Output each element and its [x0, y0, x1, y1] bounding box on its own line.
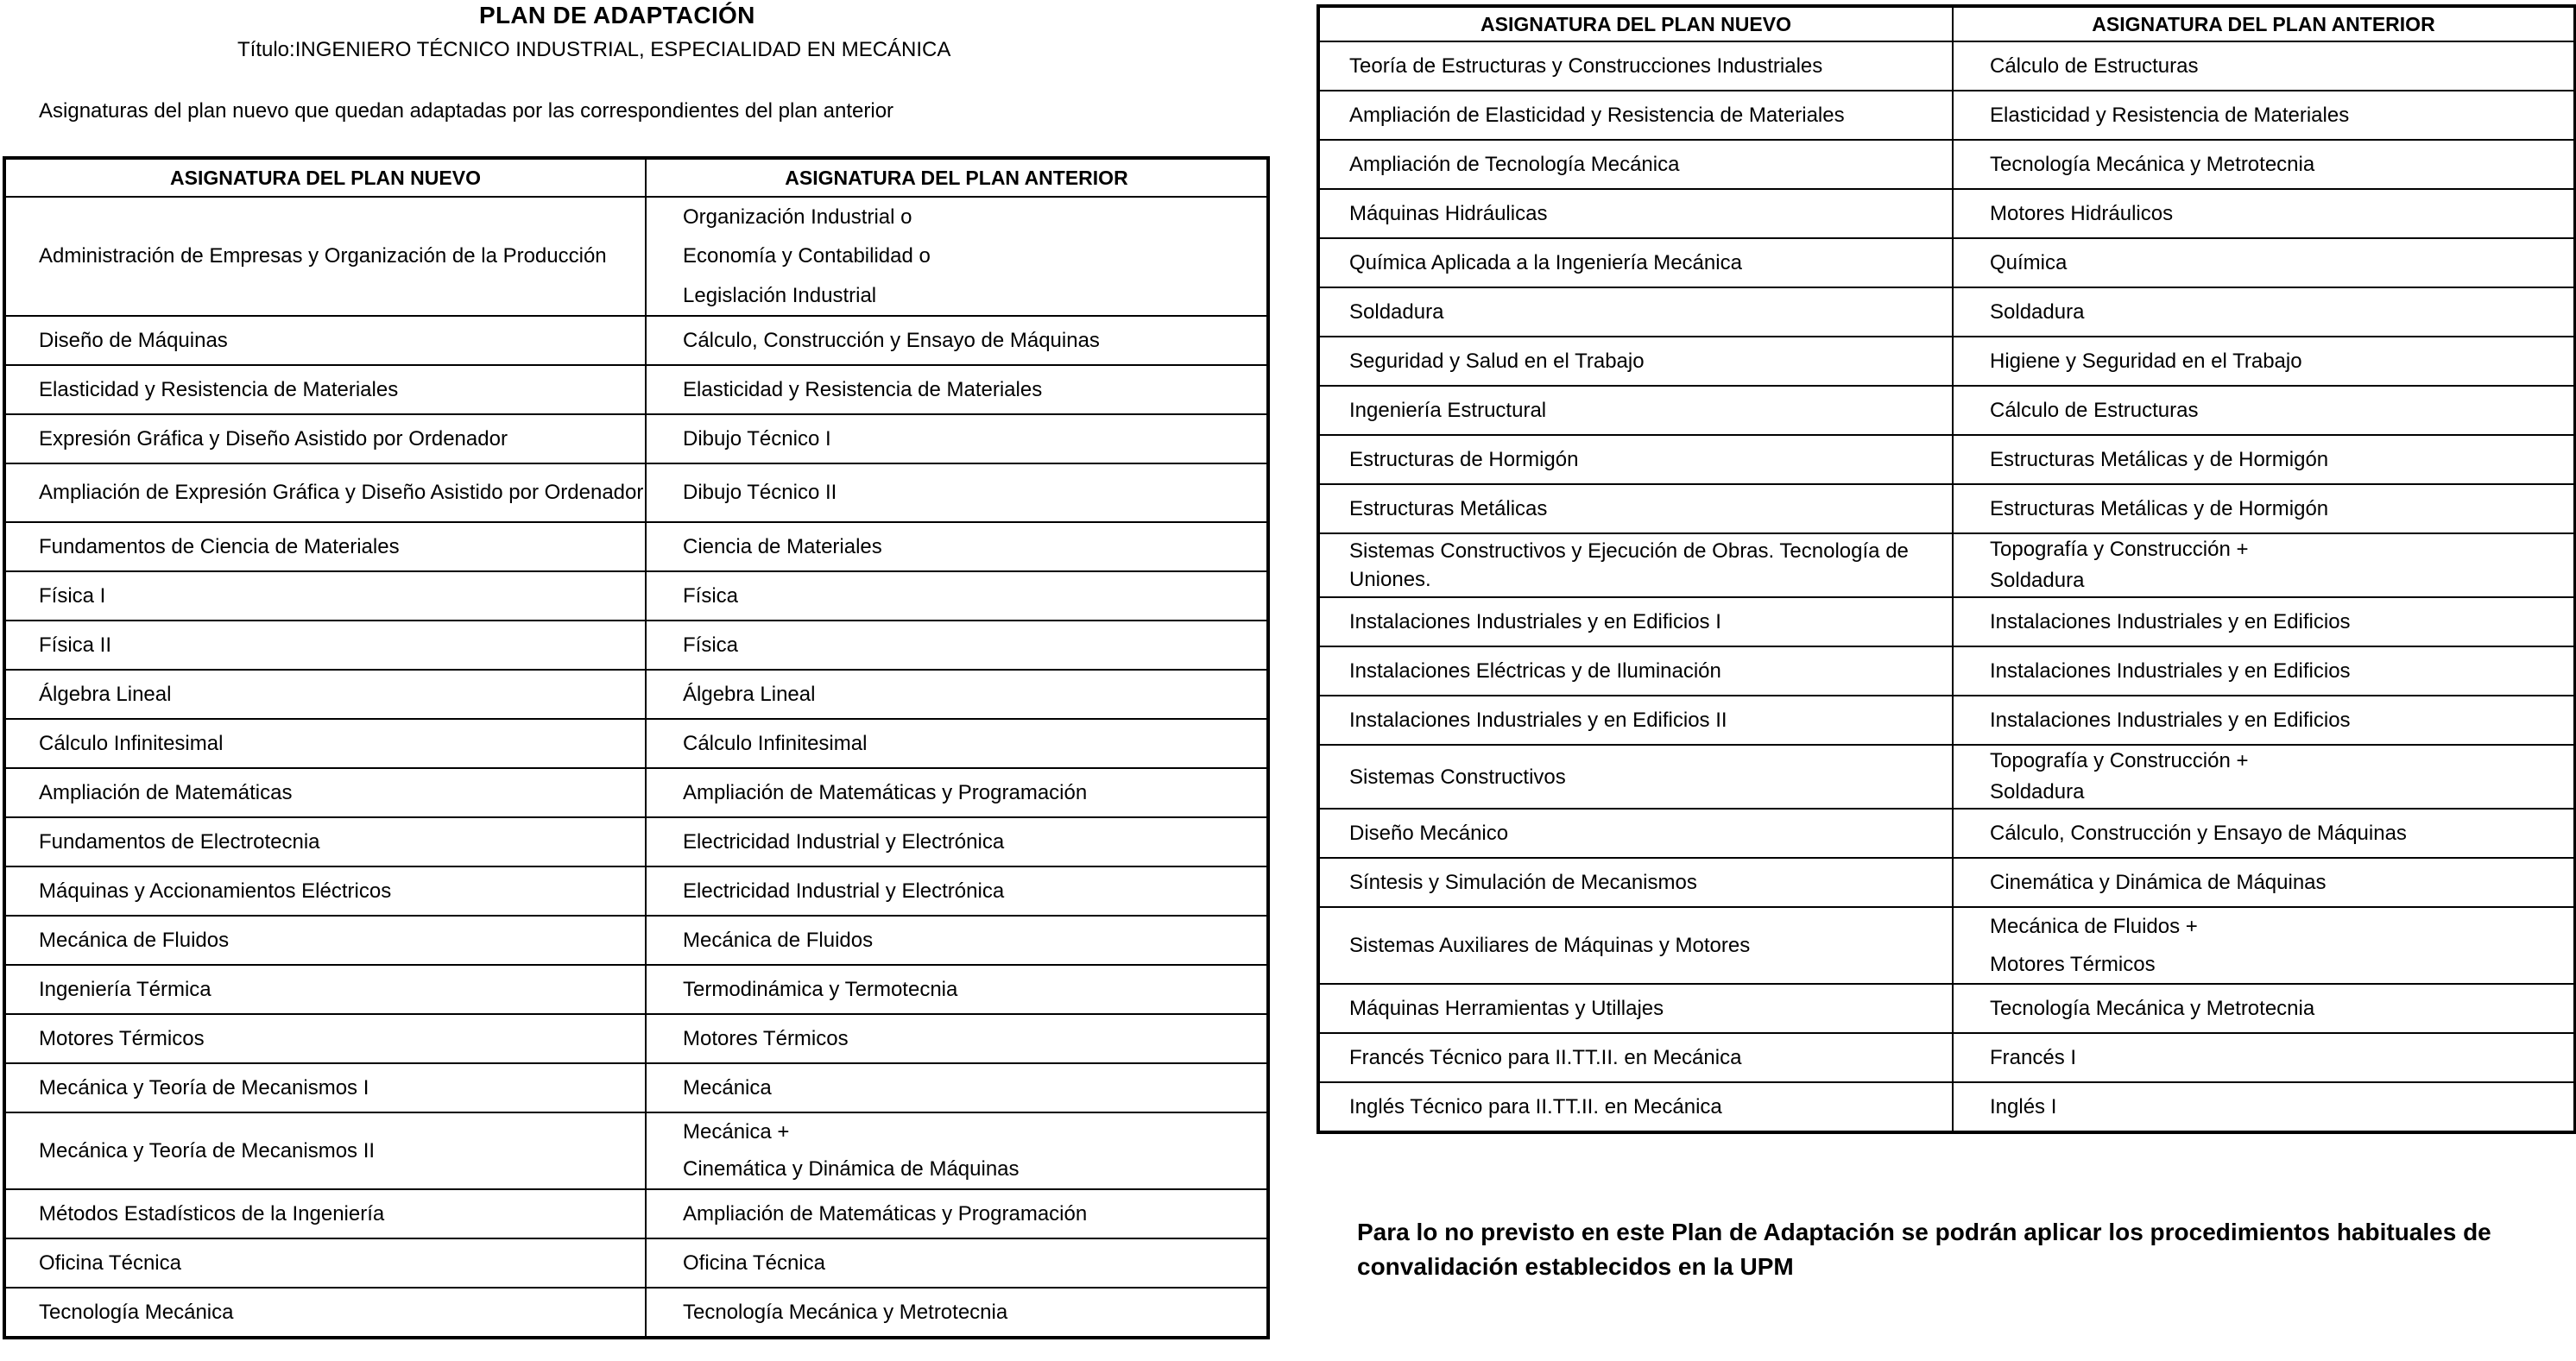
new-plan-subject: Fundamentos de Ciencia de Materiales	[5, 522, 646, 571]
old-plan-subject-line: Estructuras Metálicas y de Hormigón	[1990, 448, 2329, 471]
old-plan-subject-line: Mecánica de Fluidos	[683, 928, 874, 952]
old-plan-subject	[1953, 696, 2574, 745]
table-row	[1319, 435, 2574, 484]
new-plan-subject: Mecánica y Teoría de Mecanismos II	[5, 1112, 646, 1189]
new-plan-subject: Sistemas Constructivos y Ejecución de Obras. Tecnología de Uniones.	[1319, 533, 1953, 597]
old-plan-subject-line: Soldadura	[1990, 780, 2085, 803]
old-plan-subject	[646, 719, 1267, 768]
table-row	[5, 1063, 1267, 1112]
new-plan-subject: Estructuras Metálicas	[1319, 484, 1953, 533]
new-plan-subject: Soldadura	[1319, 287, 1953, 337]
old-plan-subject-line: Elasticidad y Resistencia de Materiales	[683, 377, 1043, 401]
new-plan-subject: Álgebra Lineal	[5, 670, 646, 719]
old-plan-subject	[1953, 597, 2574, 646]
old-plan-subject-line: Instalaciones Industriales y en Edificios	[1990, 659, 2351, 683]
table-row	[1319, 484, 2574, 533]
old-plan-subject-line: Cinemática y Dinámica de Máquinas	[1990, 871, 2327, 894]
table-row	[1319, 597, 2574, 646]
old-plan-subject	[646, 197, 1267, 316]
new-plan-subject: Ingeniería Térmica	[5, 965, 646, 1014]
old-plan-subject-line: Ampliación de Matemáticas y Programación	[683, 780, 1088, 804]
old-plan-subject	[1953, 337, 2574, 386]
table-row	[1319, 809, 2574, 858]
old-plan-subject	[1953, 435, 2574, 484]
table-row	[5, 463, 1267, 522]
old-plan-subject	[1953, 533, 2574, 597]
new-plan-subject: Máquinas Herramientas y Utillajes	[1319, 984, 1953, 1033]
table-row	[5, 817, 1267, 866]
old-plan-subject-line: Topografía y Construcción +	[1990, 749, 2249, 772]
table-row	[1319, 41, 2574, 91]
table-row	[5, 197, 1267, 316]
old-plan-subject-line: Dibujo Técnico I	[683, 426, 831, 451]
old-plan-subject	[1953, 41, 2574, 91]
old-plan-subject-line: Tecnología Mecánica y Metrotecnia	[1990, 997, 2315, 1020]
old-plan-subject	[646, 817, 1267, 866]
old-plan-subject	[646, 571, 1267, 621]
old-plan-subject-line: Organización Industrial o	[683, 205, 912, 229]
table-row	[5, 916, 1267, 965]
new-plan-subject: Ingeniería Estructural	[1319, 386, 1953, 435]
old-plan-subject	[646, 768, 1267, 817]
new-plan-subject: Diseño Mecánico	[1319, 809, 1953, 858]
table-row	[5, 365, 1267, 414]
new-plan-subject: Tecnología Mecánica	[5, 1288, 646, 1337]
old-plan-subject	[1953, 238, 2574, 287]
header-old-plan: ASIGNATURA DEL PLAN ANTERIOR	[646, 159, 1267, 197]
old-plan-subject	[646, 316, 1267, 365]
table-row	[5, 719, 1267, 768]
new-plan-subject: Mecánica y Teoría de Mecanismos I	[5, 1063, 646, 1112]
adaptation-table-right	[1318, 6, 2575, 1132]
table-row	[1319, 533, 2574, 597]
new-plan-subject: Oficina Técnica	[5, 1238, 646, 1288]
table-row	[5, 1238, 1267, 1288]
old-plan-subject-line: Motores Hidráulicos	[1990, 202, 2174, 225]
old-plan-subject	[646, 1238, 1267, 1288]
table-row	[5, 1189, 1267, 1238]
document-title: PLAN DE ADAPTACIÓN	[479, 2, 755, 28]
table-row	[5, 621, 1267, 670]
new-plan-subject: Sistemas Auxiliares de Máquinas y Motores	[1319, 907, 1953, 984]
old-plan-subject-line: Mecánica de Fluidos +	[1990, 915, 2198, 938]
new-plan-subject: Seguridad y Salud en el Trabajo	[1319, 337, 1953, 386]
table-row	[1319, 386, 2574, 435]
table-row	[1319, 1033, 2574, 1082]
old-plan-subject	[646, 621, 1267, 670]
table-row	[1319, 189, 2574, 238]
old-plan-subject-line: Tecnología Mecánica y Metrotecnia	[1990, 153, 2315, 176]
header-new-plan: ASIGNATURA DEL PLAN NUEVO	[5, 159, 646, 197]
table-row	[1319, 287, 2574, 337]
old-plan-subject	[646, 414, 1267, 463]
old-plan-subject-line: Legislación Industrial	[683, 283, 877, 307]
table-row	[1319, 745, 2574, 809]
old-plan-subject-line: Electricidad Industrial y Electrónica	[683, 829, 1005, 854]
old-plan-subject	[646, 1063, 1267, 1112]
old-plan-subject-line: Ciencia de Materiales	[683, 534, 882, 558]
table-row	[1319, 337, 2574, 386]
old-plan-subject	[1953, 140, 2574, 189]
old-plan-subject-line: Motores Térmicos	[683, 1026, 849, 1050]
old-plan-subject-line: Mecánica	[683, 1075, 772, 1100]
old-plan-subject-line: Cálculo de Estructuras	[1990, 399, 2199, 422]
old-plan-subject	[646, 1014, 1267, 1063]
table-row	[5, 965, 1267, 1014]
old-plan-subject-line: Cálculo, Construcción y Ensayo de Máquinas	[1990, 822, 2407, 845]
header-old-plan: ASIGNATURA DEL PLAN ANTERIOR	[1953, 7, 2574, 41]
old-plan-subject-line: Soldadura	[1990, 569, 2085, 592]
old-plan-subject-line: Cinemática y Dinámica de Máquinas	[683, 1157, 1020, 1181]
table-row	[5, 316, 1267, 365]
table-row	[1319, 858, 2574, 907]
new-plan-subject: Máquinas y Accionamientos Eléctricos	[5, 866, 646, 916]
old-plan-subject-line: Álgebra Lineal	[683, 682, 816, 706]
old-plan-subject-line: Motores Térmicos	[1990, 952, 2156, 976]
old-plan-subject	[646, 965, 1267, 1014]
old-plan-subject-line: Cálculo, Construcción y Ensayo de Máquinas	[683, 328, 1100, 352]
new-plan-subject: Teoría de Estructuras y Construcciones Industriales	[1319, 41, 1953, 91]
old-plan-subject	[646, 1112, 1267, 1189]
new-plan-subject: Métodos Estadísticos de la Ingeniería	[5, 1189, 646, 1238]
new-plan-subject: Fundamentos de Electrotecnia	[5, 817, 646, 866]
old-plan-subject-line: Estructuras Metálicas y de Hormigón	[1990, 497, 2329, 520]
new-plan-subject: Administración de Empresas y Organización de la Producción	[5, 197, 646, 316]
old-plan-subject	[1953, 809, 2574, 858]
table-row	[5, 1014, 1267, 1063]
old-plan-subject-line: Dibujo Técnico II	[683, 481, 837, 505]
table-row	[5, 1288, 1267, 1337]
old-plan-subject-line: Soldadura	[1990, 300, 2085, 324]
old-plan-subject	[646, 522, 1267, 571]
new-plan-subject: Mecánica de Fluidos	[5, 916, 646, 965]
old-plan-subject	[1953, 745, 2574, 809]
table-body-right	[1319, 41, 2574, 1131]
old-plan-subject	[1953, 484, 2574, 533]
old-plan-subject	[1953, 1082, 2574, 1131]
old-plan-subject	[1953, 189, 2574, 238]
new-plan-subject: Elasticidad y Resistencia de Materiales	[5, 365, 646, 414]
table-row	[1319, 238, 2574, 287]
old-plan-subject-line: Ampliación de Matemáticas y Programación	[683, 1201, 1088, 1226]
old-plan-subject-line: Francés I	[1990, 1046, 2077, 1069]
old-plan-subject-line: Química	[1990, 251, 2068, 274]
new-plan-subject: Inglés Técnico para II.TT.II. en Mecánica	[1319, 1082, 1953, 1131]
new-plan-subject: Síntesis y Simulación de Mecanismos	[1319, 858, 1953, 907]
new-plan-subject: Expresión Gráfica y Diseño Asistido por Ordenador	[5, 414, 646, 463]
old-plan-subject	[1953, 386, 2574, 435]
table-row	[1319, 140, 2574, 189]
old-plan-subject-line: Tecnología Mecánica y Metrotecnia	[683, 1300, 1008, 1324]
old-plan-subject	[646, 365, 1267, 414]
old-plan-subject-line: Física	[683, 633, 739, 657]
old-plan-subject-line: Elasticidad y Resistencia de Materiales	[1990, 104, 2350, 127]
table-row	[5, 571, 1267, 621]
new-plan-subject: Física I	[5, 571, 646, 621]
old-plan-subject-line: Instalaciones Industriales y en Edificios	[1990, 610, 2351, 633]
old-plan-subject-line: Electricidad Industrial y Electrónica	[683, 879, 1005, 903]
old-plan-subject	[1953, 646, 2574, 696]
old-plan-subject	[1953, 907, 2574, 984]
table-row	[5, 670, 1267, 719]
new-plan-subject: Máquinas Hidráulicas	[1319, 189, 1953, 238]
adaptation-table-left	[4, 158, 1268, 1338]
table-row	[1319, 1082, 2574, 1131]
new-plan-subject: Cálculo Infinitesimal	[5, 719, 646, 768]
old-plan-subject-line: Cálculo Infinitesimal	[683, 731, 868, 755]
old-plan-subject	[646, 1288, 1267, 1337]
table-row	[5, 768, 1267, 817]
old-plan-subject-line: Topografía y Construcción +	[1990, 538, 2249, 561]
new-plan-subject: Diseño de Máquinas	[5, 316, 646, 365]
new-plan-subject: Ampliación de Matemáticas	[5, 768, 646, 817]
table-row	[5, 866, 1267, 916]
old-plan-subject	[646, 670, 1267, 719]
table-row	[5, 522, 1267, 571]
new-plan-subject: Ampliación de Expresión Gráfica y Diseño Asistido por Ordenador	[5, 463, 646, 522]
document-subtitle: Título:INGENIERO TÉCNICO INDUSTRIAL, ESPECIALIDAD EN MECÁNICA	[237, 38, 951, 61]
old-plan-subject-line: Física	[683, 583, 739, 608]
new-plan-subject: Química Aplicada a la Ingeniería Mecánica	[1319, 238, 1953, 287]
old-plan-subject-line: Economía y Contabilidad o	[683, 244, 931, 268]
old-plan-subject-line: Instalaciones Industriales y en Edificios	[1990, 709, 2351, 732]
new-plan-subject: Instalaciones Industriales y en Edificios II	[1319, 696, 1953, 745]
intro-text: Asignaturas del plan nuevo que quedan adaptadas por las correspondientes del plan anterior	[39, 99, 894, 123]
table-row	[1319, 696, 2574, 745]
new-plan-subject: Física II	[5, 621, 646, 670]
old-plan-subject	[1953, 858, 2574, 907]
table-row	[5, 414, 1267, 463]
table-row	[5, 1112, 1267, 1189]
old-plan-subject	[646, 866, 1267, 916]
table-row	[1319, 646, 2574, 696]
old-plan-subject	[646, 463, 1267, 522]
old-plan-subject-line: Higiene y Seguridad en el Trabajo	[1990, 350, 2302, 373]
table-row	[1319, 984, 2574, 1033]
new-plan-subject: Ampliación de Elasticidad y Resistencia de Materiales	[1319, 91, 1953, 140]
old-plan-subject-line: Mecánica +	[683, 1119, 790, 1144]
old-plan-subject	[1953, 287, 2574, 337]
table-row	[1319, 91, 2574, 140]
old-plan-subject-line: Cálculo de Estructuras	[1990, 54, 2199, 78]
old-plan-subject-line: Inglés I	[1990, 1095, 2057, 1118]
old-plan-subject	[1953, 1033, 2574, 1082]
new-plan-subject: Ampliación de Tecnología Mecánica	[1319, 140, 1953, 189]
new-plan-subject: Estructuras de Hormigón	[1319, 435, 1953, 484]
table-body-left	[5, 197, 1267, 1337]
new-plan-subject: Instalaciones Industriales y en Edificios I	[1319, 597, 1953, 646]
old-plan-subject	[646, 916, 1267, 965]
old-plan-subject	[646, 1189, 1267, 1238]
old-plan-subject	[1953, 91, 2574, 140]
old-plan-subject-line: Termodinámica y Termotecnia	[683, 977, 958, 1001]
table-row	[1319, 907, 2574, 984]
new-plan-subject: Francés Técnico para II.TT.II. en Mecánica	[1319, 1033, 1953, 1082]
footer-note: Para lo no previsto en este Plan de Adaptación se podrán aplicar los procedimientos habituales de convalidación establecidos en la UPM	[1357, 1219, 2491, 1280]
new-plan-subject: Sistemas Constructivos	[1319, 745, 1953, 809]
old-plan-subject-line: Oficina Técnica	[683, 1251, 825, 1275]
header-new-plan: ASIGNATURA DEL PLAN NUEVO	[1319, 7, 1953, 41]
new-plan-subject: Motores Térmicos	[5, 1014, 646, 1063]
old-plan-subject	[1953, 984, 2574, 1033]
new-plan-subject: Instalaciones Eléctricas y de Iluminación	[1319, 646, 1953, 696]
